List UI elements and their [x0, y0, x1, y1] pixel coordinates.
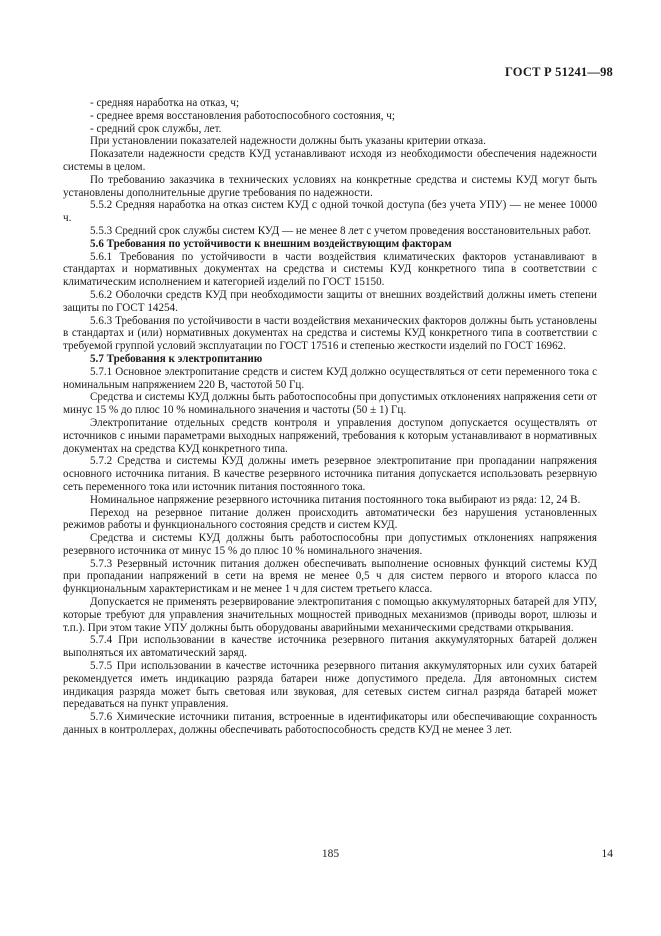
paragraph: При установлении показателей надежности должны быть указаны критерии отказа.	[90, 135, 486, 148]
paragraph: 5.5.3 Средний срок службы систем КУД — не менее 8 лет с учетом проведения восстановительных работ.	[90, 224, 592, 237]
paragraph: 5.5.2 Средняя наработка на отказ систем КУД с одной точкой доступа (без учета УПУ) — не менее 10000 ч.	[63, 199, 597, 225]
page-number-center: 185	[321, 848, 340, 860]
paragraph: 5.7.4 При использовании в качестве источника резервного питания аккумуляторных батарей должен выполняться их автоматический заряд.	[63, 634, 597, 660]
section-heading: 5.6 Требования по устойчивости к внешним воздействующим факторам	[90, 237, 452, 250]
paragraph: 5.6.1 Требования по устойчивости в части воздействия климатических факторов устанавливают в стандартах и нормативных документах на средства и системы КУД конкретного типа в соответствии с климатическим исполнением и категорией изделий по ГОСТ 15150.	[63, 250, 597, 289]
paragraph: Средства и системы КУД должны быть работоспособны при допустимых отклонениях напряжения сети от минус 15 % до плюс 10 % номинального значения и частоты (50 ± 1) Гц.	[63, 391, 597, 417]
paragraph: По требованию заказчика в технических условиях на конкретные средства и системы КУД могут быть установлены дополнительные другие требования по надежности.	[63, 173, 597, 199]
paragraph: Электропитание отдельных средств контроля и управления доступом допускается осуществлять от источников с иными параметрами выходных напряжений, требования к которым устанавливают в нормативных документах на средства КУД конкретного типа.	[63, 416, 597, 455]
section-heading: 5.7 Требования к электропитанию	[90, 352, 263, 365]
paragraph: Номинальное напряжение резервного источника питания постоянного тока выбирают из ряда: 12, 24 В.	[90, 493, 581, 506]
paragraph: Показатели надежности средств КУД устанавливают исходя из необходимости обеспечения надежности системы в целом.	[63, 148, 597, 173]
page-number-right: 14	[601, 848, 613, 860]
list-item: - средний срок службы, лет.	[90, 122, 222, 135]
paragraph: Средства и системы КУД должны быть работоспособны при допустимых отклонениях напряжения резервного источника от минус 15 % до плюс 10 % номинального значения.	[63, 532, 597, 557]
list-item: - среднее время восстановления работоспособного состояния, ч;	[90, 109, 395, 122]
paragraph: 5.7.5 При использовании в качестве источника резервного питания аккумуляторных или сухих батарей рекомендуется иметь индикацию разряда батареи ниже допустимого предела. Для автономных систем индикация разряда может быть световая или звуковая, для сетевых систем сигнал разряда батарей может передаваться на пункт управления.	[63, 660, 597, 711]
paragraph: 5.7.3 Резервный источник питания должен обеспечивать выполнение основных функций системы КУД при пропадании напряжений в сети на время не менее 0,5 ч для систем первого и второго класса по функциональным характеристикам и не менее 1 ч для систем третьего класса.	[63, 557, 597, 596]
list-item: - средняя наработка на отказ, ч;	[90, 97, 240, 109]
document-header: ГОСТ Р 51241—98	[504, 65, 613, 79]
paragraph: 5.6.3 Требования по устойчивости в части воздействия механических факторов должны быть установлены в стандартах и (или) нормативных документах на средства и системы КУД конкретного типа в соответствии с требуемой группой условий эксплуатации по ГОСТ 17516 и степенью жесткости изделий по ГОСТ 16962.	[63, 314, 597, 353]
paragraph: 5.7.6 Химические источники питания, встроенные в идентификаторы или обеспечивающие сохранность данных в контроллерах, должны обеспечивать работоспособность средств КУД не менее 3 лет.	[63, 711, 597, 737]
paragraph: 5.7.2 Средства и системы КУД должны иметь резервное электропитание при пропадании напряжения основного источника питания. В качестве резервного источника питания допускается использовать резервную сеть переменного тока или источник питания постоянного тока.	[63, 455, 597, 493]
paragraph: 5.7.1 Основное электропитание средств и систем КУД должно осуществляться от сети переменного тока с номинальным напряжением 220 В, частотой 50 Гц.	[63, 365, 597, 391]
paragraph: 5.6.2 Оболочки средств КУД при необходимости защиты от внешних воздействий должны иметь степени защиты по ГОСТ 14254.	[63, 288, 597, 314]
paragraph: Переход на резервное питание должен происходить автоматически без нарушения установленных режимов работы и функционального состояния средств и систем КУД.	[63, 506, 597, 532]
document-body	[63, 97, 597, 737]
paragraph: Допускается не применять резервирование электропитания с помощью аккумуляторных батарей для УПУ, которые требуют для управления значительных мощностей приводных механизмов (приводы ворот, шлюзы и т.п.). При этом такие УПУ должны быть оборудованы аварийными механическими средствами открывания.	[63, 596, 597, 634]
